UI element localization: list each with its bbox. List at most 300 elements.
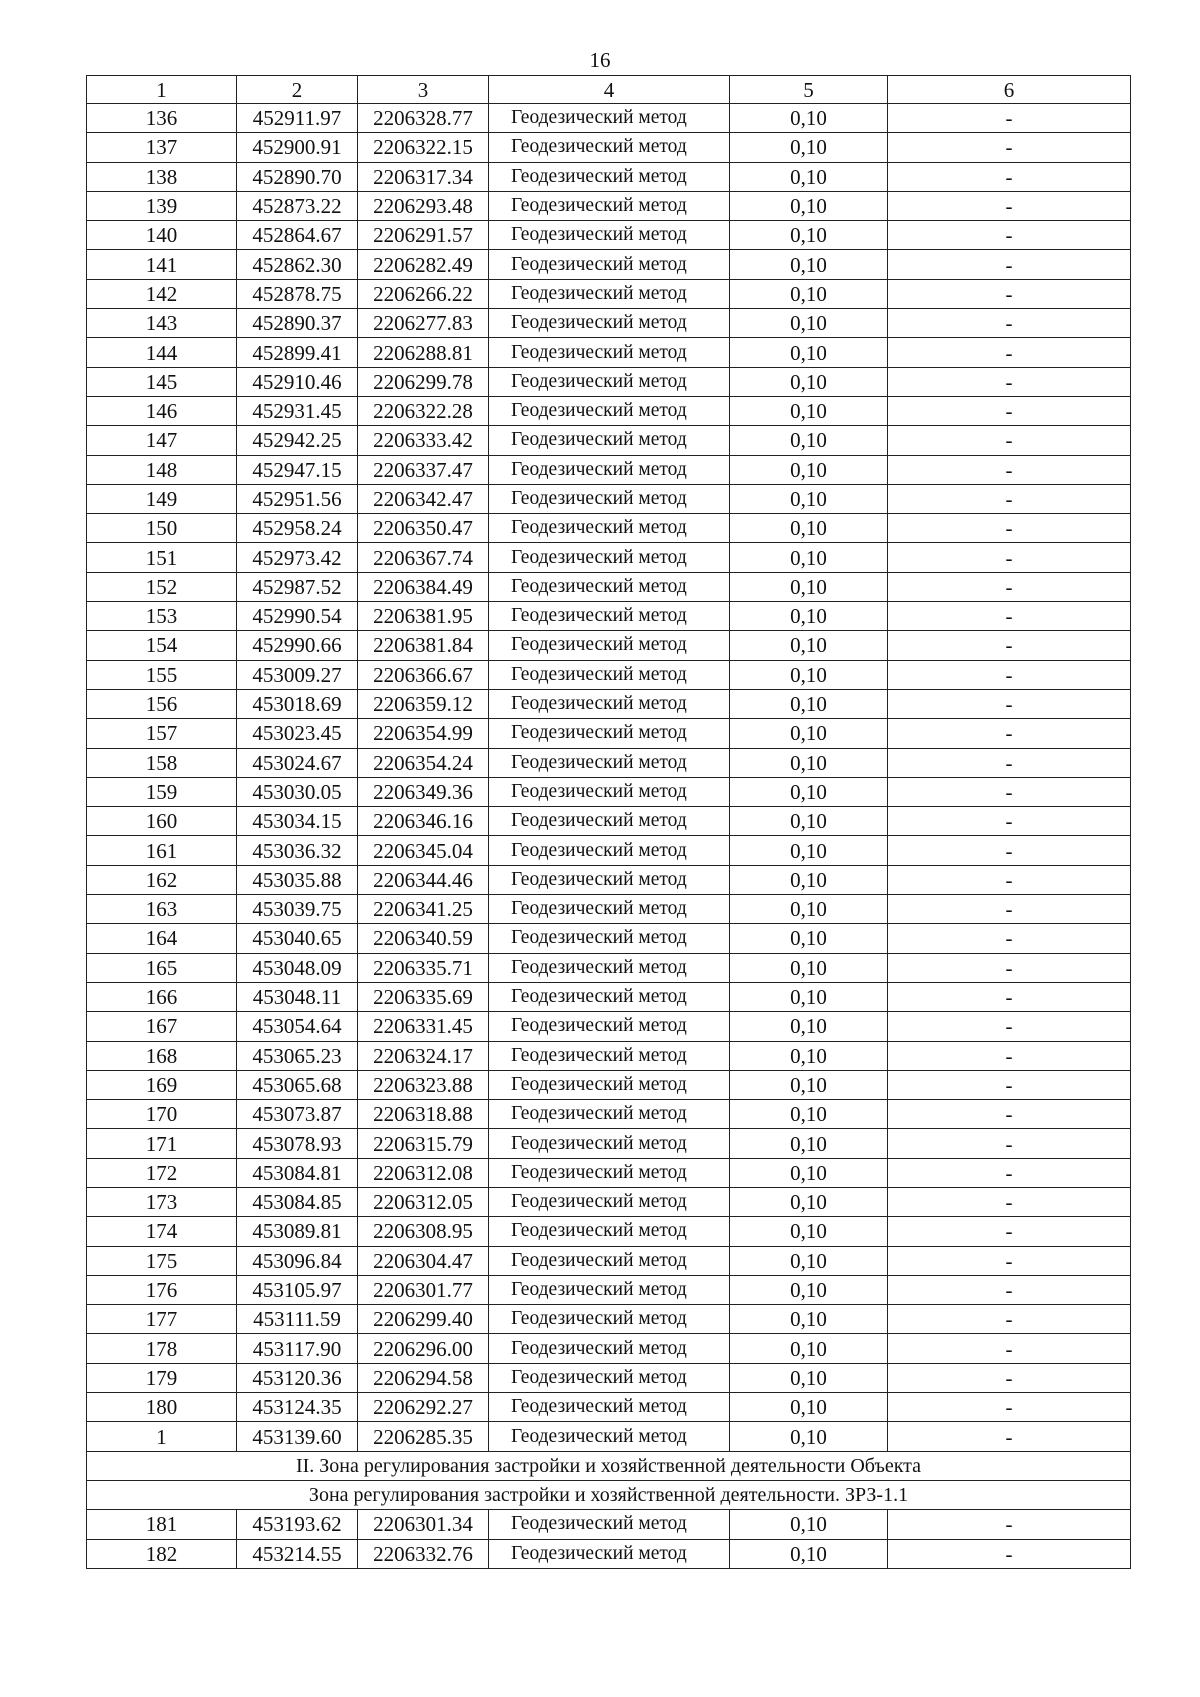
note-cell: - bbox=[888, 953, 1131, 982]
note-cell: - bbox=[888, 279, 1131, 308]
method-cell: Геодезический метод bbox=[489, 807, 730, 836]
accuracy-cell: 0,10 bbox=[730, 250, 888, 279]
point-number-cell: 172 bbox=[87, 1158, 237, 1187]
x-coordinate-cell: 453009.27 bbox=[237, 660, 358, 689]
table-row bbox=[87, 221, 1131, 250]
table-row bbox=[87, 1100, 1131, 1129]
x-coordinate-cell: 452864.67 bbox=[237, 221, 358, 250]
y-coordinate-cell: 2206323.88 bbox=[358, 1070, 489, 1099]
point-number-cell: 142 bbox=[87, 279, 237, 308]
table-row bbox=[87, 1070, 1131, 1099]
method-cell: Геодезический метод bbox=[489, 1305, 730, 1334]
note-cell: - bbox=[888, 1510, 1131, 1539]
column-header: 6 bbox=[888, 76, 1131, 104]
y-coordinate-cell: 2206294.58 bbox=[358, 1363, 489, 1392]
note-cell: - bbox=[888, 514, 1131, 543]
y-coordinate-cell: 2206299.78 bbox=[358, 367, 489, 396]
y-coordinate-cell: 2206335.71 bbox=[358, 953, 489, 982]
note-cell: - bbox=[888, 1012, 1131, 1041]
table-row bbox=[87, 1363, 1131, 1392]
accuracy-cell: 0,10 bbox=[730, 1070, 888, 1099]
accuracy-cell: 0,10 bbox=[730, 660, 888, 689]
accuracy-cell: 0,10 bbox=[730, 455, 888, 484]
point-number-cell: 180 bbox=[87, 1393, 237, 1422]
note-cell: - bbox=[888, 1070, 1131, 1099]
note-cell: - bbox=[888, 1422, 1131, 1451]
method-cell: Геодезический метод bbox=[489, 836, 730, 865]
note-cell: - bbox=[888, 367, 1131, 396]
x-coordinate-cell: 453035.88 bbox=[237, 865, 358, 894]
method-cell: Геодезический метод bbox=[489, 1422, 730, 1451]
x-coordinate-cell: 453084.81 bbox=[237, 1158, 358, 1187]
x-coordinate-cell: 453030.05 bbox=[237, 777, 358, 806]
method-cell: Геодезический метод bbox=[489, 279, 730, 308]
x-coordinate-cell: 453078.93 bbox=[237, 1129, 358, 1158]
method-cell: Геодезический метод bbox=[489, 1100, 730, 1129]
table-row bbox=[87, 191, 1131, 220]
x-coordinate-cell: 453084.85 bbox=[237, 1187, 358, 1216]
accuracy-cell: 0,10 bbox=[730, 1422, 888, 1451]
table-row bbox=[87, 807, 1131, 836]
point-number-cell: 174 bbox=[87, 1217, 237, 1246]
method-cell: Геодезический метод bbox=[489, 748, 730, 777]
method-cell: Геодезический метод bbox=[489, 484, 730, 513]
accuracy-cell: 0,10 bbox=[730, 1129, 888, 1158]
table-row bbox=[87, 1510, 1131, 1539]
x-coordinate-cell: 452900.91 bbox=[237, 133, 358, 162]
accuracy-cell: 0,10 bbox=[730, 865, 888, 894]
method-cell: Геодезический метод bbox=[489, 660, 730, 689]
method-cell: Геодезический метод bbox=[489, 602, 730, 631]
table-row bbox=[87, 1539, 1131, 1568]
note-cell: - bbox=[888, 660, 1131, 689]
table-row bbox=[87, 777, 1131, 806]
method-cell: Геодезический метод bbox=[489, 689, 730, 718]
point-number-cell: 150 bbox=[87, 514, 237, 543]
point-number-cell: 167 bbox=[87, 1012, 237, 1041]
point-number-cell: 158 bbox=[87, 748, 237, 777]
accuracy-cell: 0,10 bbox=[730, 953, 888, 982]
table-row bbox=[87, 1422, 1131, 1451]
x-coordinate-cell: 452862.30 bbox=[237, 250, 358, 279]
column-header: 5 bbox=[730, 76, 888, 104]
subsection-heading-row bbox=[87, 1480, 1131, 1509]
method-cell: Геодезический метод bbox=[489, 982, 730, 1011]
point-number-cell: 165 bbox=[87, 953, 237, 982]
point-number-cell: 182 bbox=[87, 1539, 237, 1568]
x-coordinate-cell: 452890.70 bbox=[237, 162, 358, 191]
note-cell: - bbox=[888, 865, 1131, 894]
y-coordinate-cell: 2206293.48 bbox=[358, 191, 489, 220]
method-cell: Геодезический метод bbox=[489, 631, 730, 660]
x-coordinate-cell: 453065.68 bbox=[237, 1070, 358, 1099]
y-coordinate-cell: 2206332.76 bbox=[358, 1539, 489, 1568]
y-coordinate-cell: 2206345.04 bbox=[358, 836, 489, 865]
method-cell: Геодезический метод bbox=[489, 250, 730, 279]
y-coordinate-cell: 2206266.22 bbox=[358, 279, 489, 308]
table-row bbox=[87, 719, 1131, 748]
accuracy-cell: 0,10 bbox=[730, 1363, 888, 1392]
x-coordinate-cell: 452990.66 bbox=[237, 631, 358, 660]
x-coordinate-cell: 453054.64 bbox=[237, 1012, 358, 1041]
y-coordinate-cell: 2206299.40 bbox=[358, 1305, 489, 1334]
method-cell: Геодезический метод bbox=[489, 777, 730, 806]
table-row bbox=[87, 836, 1131, 865]
accuracy-cell: 0,10 bbox=[730, 514, 888, 543]
y-coordinate-cell: 2206354.24 bbox=[358, 748, 489, 777]
x-coordinate-cell: 452990.54 bbox=[237, 602, 358, 631]
point-number-cell: 163 bbox=[87, 895, 237, 924]
x-coordinate-cell: 453036.32 bbox=[237, 836, 358, 865]
column-header: 2 bbox=[237, 76, 358, 104]
subsection-heading: Зона регулирования застройки и хозяйственной деятельности. ЗРЗ-1.1 bbox=[87, 1480, 1131, 1509]
method-cell: Геодезический метод bbox=[489, 1393, 730, 1422]
table-row bbox=[87, 338, 1131, 367]
table-row bbox=[87, 367, 1131, 396]
note-cell: - bbox=[888, 1393, 1131, 1422]
x-coordinate-cell: 452910.46 bbox=[237, 367, 358, 396]
point-number-cell: 181 bbox=[87, 1510, 237, 1539]
y-coordinate-cell: 2206341.25 bbox=[358, 895, 489, 924]
note-cell: - bbox=[888, 895, 1131, 924]
accuracy-cell: 0,10 bbox=[730, 1158, 888, 1187]
y-coordinate-cell: 2206291.57 bbox=[358, 221, 489, 250]
point-number-cell: 137 bbox=[87, 133, 237, 162]
table-row bbox=[87, 455, 1131, 484]
method-cell: Геодезический метод bbox=[489, 953, 730, 982]
point-number-cell: 179 bbox=[87, 1363, 237, 1392]
point-number-cell: 136 bbox=[87, 104, 237, 133]
note-cell: - bbox=[888, 748, 1131, 777]
point-number-cell: 159 bbox=[87, 777, 237, 806]
point-number-cell: 161 bbox=[87, 836, 237, 865]
table-row bbox=[87, 104, 1131, 133]
point-number-cell: 154 bbox=[87, 631, 237, 660]
y-coordinate-cell: 2206285.35 bbox=[358, 1422, 489, 1451]
table-row bbox=[87, 250, 1131, 279]
table-row bbox=[87, 1012, 1131, 1041]
point-number-cell: 157 bbox=[87, 719, 237, 748]
point-number-cell: 151 bbox=[87, 543, 237, 572]
method-cell: Геодезический метод bbox=[489, 514, 730, 543]
method-cell: Геодезический метод bbox=[489, 719, 730, 748]
point-number-cell: 177 bbox=[87, 1305, 237, 1334]
note-cell: - bbox=[888, 1041, 1131, 1070]
column-header: 1 bbox=[87, 76, 237, 104]
note-cell: - bbox=[888, 1305, 1131, 1334]
note-cell: - bbox=[888, 338, 1131, 367]
y-coordinate-cell: 2206346.16 bbox=[358, 807, 489, 836]
table-row bbox=[87, 514, 1131, 543]
y-coordinate-cell: 2206381.84 bbox=[358, 631, 489, 660]
y-coordinate-cell: 2206367.74 bbox=[358, 543, 489, 572]
accuracy-cell: 0,10 bbox=[730, 1275, 888, 1304]
x-coordinate-cell: 452942.25 bbox=[237, 426, 358, 455]
y-coordinate-cell: 2206312.08 bbox=[358, 1158, 489, 1187]
y-coordinate-cell: 2206292.27 bbox=[358, 1393, 489, 1422]
y-coordinate-cell: 2206296.00 bbox=[358, 1334, 489, 1363]
note-cell: - bbox=[888, 836, 1131, 865]
method-cell: Геодезический метод bbox=[489, 572, 730, 601]
x-coordinate-cell: 452899.41 bbox=[237, 338, 358, 367]
note-cell: - bbox=[888, 982, 1131, 1011]
table-row bbox=[87, 309, 1131, 338]
method-cell: Геодезический метод bbox=[489, 1363, 730, 1392]
y-coordinate-cell: 2206359.12 bbox=[358, 689, 489, 718]
accuracy-cell: 0,10 bbox=[730, 1510, 888, 1539]
y-coordinate-cell: 2206328.77 bbox=[358, 104, 489, 133]
y-coordinate-cell: 2206354.99 bbox=[358, 719, 489, 748]
y-coordinate-cell: 2206322.15 bbox=[358, 133, 489, 162]
table-row bbox=[87, 1041, 1131, 1070]
note-cell: - bbox=[888, 309, 1131, 338]
note-cell: - bbox=[888, 631, 1131, 660]
y-coordinate-cell: 2206315.79 bbox=[358, 1129, 489, 1158]
method-cell: Геодезический метод bbox=[489, 1070, 730, 1099]
table-row bbox=[87, 1275, 1131, 1304]
x-coordinate-cell: 453023.45 bbox=[237, 719, 358, 748]
note-cell: - bbox=[888, 221, 1131, 250]
table-row bbox=[87, 1217, 1131, 1246]
note-cell: - bbox=[888, 162, 1131, 191]
table-row bbox=[87, 396, 1131, 425]
accuracy-cell: 0,10 bbox=[730, 1012, 888, 1041]
point-number-cell: 155 bbox=[87, 660, 237, 689]
method-cell: Геодезический метод bbox=[489, 1012, 730, 1041]
note-cell: - bbox=[888, 1275, 1131, 1304]
accuracy-cell: 0,10 bbox=[730, 807, 888, 836]
coordinates-table-body bbox=[87, 76, 1131, 1569]
page-number: 16 bbox=[589, 48, 611, 72]
y-coordinate-cell: 2206337.47 bbox=[358, 455, 489, 484]
table-row bbox=[87, 660, 1131, 689]
accuracy-cell: 0,10 bbox=[730, 748, 888, 777]
accuracy-cell: 0,10 bbox=[730, 133, 888, 162]
column-header: 4 bbox=[489, 76, 730, 104]
point-number-cell: 176 bbox=[87, 1275, 237, 1304]
y-coordinate-cell: 2206366.67 bbox=[358, 660, 489, 689]
point-number-cell: 169 bbox=[87, 1070, 237, 1099]
y-coordinate-cell: 2206335.69 bbox=[358, 982, 489, 1011]
y-coordinate-cell: 2206288.81 bbox=[358, 338, 489, 367]
accuracy-cell: 0,10 bbox=[730, 543, 888, 572]
x-coordinate-cell: 452987.52 bbox=[237, 572, 358, 601]
y-coordinate-cell: 2206344.46 bbox=[358, 865, 489, 894]
method-cell: Геодезический метод bbox=[489, 865, 730, 894]
x-coordinate-cell: 453139.60 bbox=[237, 1422, 358, 1451]
accuracy-cell: 0,10 bbox=[730, 104, 888, 133]
table-row bbox=[87, 1305, 1131, 1334]
point-number-cell: 164 bbox=[87, 924, 237, 953]
accuracy-cell: 0,10 bbox=[730, 1334, 888, 1363]
y-coordinate-cell: 2206301.34 bbox=[358, 1510, 489, 1539]
accuracy-cell: 0,10 bbox=[730, 367, 888, 396]
table-row bbox=[87, 572, 1131, 601]
note-cell: - bbox=[888, 1129, 1131, 1158]
y-coordinate-cell: 2206333.42 bbox=[358, 426, 489, 455]
point-number-cell: 146 bbox=[87, 396, 237, 425]
note-cell: - bbox=[888, 719, 1131, 748]
table-row bbox=[87, 162, 1131, 191]
point-number-cell: 148 bbox=[87, 455, 237, 484]
accuracy-cell: 0,10 bbox=[730, 924, 888, 953]
y-coordinate-cell: 2206324.17 bbox=[358, 1041, 489, 1070]
method-cell: Геодезический метод bbox=[489, 1275, 730, 1304]
point-number-cell: 140 bbox=[87, 221, 237, 250]
point-number-cell: 147 bbox=[87, 426, 237, 455]
x-coordinate-cell: 452958.24 bbox=[237, 514, 358, 543]
y-coordinate-cell: 2206331.45 bbox=[358, 1012, 489, 1041]
x-coordinate-cell: 453018.69 bbox=[237, 689, 358, 718]
accuracy-cell: 0,10 bbox=[730, 279, 888, 308]
note-cell: - bbox=[888, 1539, 1131, 1568]
note-cell: - bbox=[888, 602, 1131, 631]
note-cell: - bbox=[888, 1187, 1131, 1216]
point-number-cell: 1 bbox=[87, 1422, 237, 1451]
method-cell: Геодезический метод bbox=[489, 338, 730, 367]
table-row bbox=[87, 1393, 1131, 1422]
x-coordinate-cell: 453048.11 bbox=[237, 982, 358, 1011]
x-coordinate-cell: 453073.87 bbox=[237, 1100, 358, 1129]
note-cell: - bbox=[888, 572, 1131, 601]
x-coordinate-cell: 452878.75 bbox=[237, 279, 358, 308]
point-number-cell: 178 bbox=[87, 1334, 237, 1363]
table-row bbox=[87, 602, 1131, 631]
table-header-row bbox=[87, 76, 1131, 104]
method-cell: Геодезический метод bbox=[489, 895, 730, 924]
accuracy-cell: 0,10 bbox=[730, 1305, 888, 1334]
note-cell: - bbox=[888, 1217, 1131, 1246]
accuracy-cell: 0,10 bbox=[730, 221, 888, 250]
column-header: 3 bbox=[358, 76, 489, 104]
x-coordinate-cell: 452873.22 bbox=[237, 191, 358, 220]
accuracy-cell: 0,10 bbox=[730, 309, 888, 338]
x-coordinate-cell: 452890.37 bbox=[237, 309, 358, 338]
y-coordinate-cell: 2206282.49 bbox=[358, 250, 489, 279]
accuracy-cell: 0,10 bbox=[730, 689, 888, 718]
x-coordinate-cell: 453117.90 bbox=[237, 1334, 358, 1363]
y-coordinate-cell: 2206349.36 bbox=[358, 777, 489, 806]
x-coordinate-cell: 453040.65 bbox=[237, 924, 358, 953]
accuracy-cell: 0,10 bbox=[730, 719, 888, 748]
accuracy-cell: 0,10 bbox=[730, 338, 888, 367]
method-cell: Геодезический метод bbox=[489, 191, 730, 220]
point-number-cell: 153 bbox=[87, 602, 237, 631]
point-number-cell: 152 bbox=[87, 572, 237, 601]
y-coordinate-cell: 2206322.28 bbox=[358, 396, 489, 425]
table-row bbox=[87, 953, 1131, 982]
method-cell: Геодезический метод bbox=[489, 1510, 730, 1539]
accuracy-cell: 0,10 bbox=[730, 1187, 888, 1216]
section-heading: II. Зона регулирования застройки и хозяйственной деятельности Объекта bbox=[87, 1451, 1131, 1480]
accuracy-cell: 0,10 bbox=[730, 162, 888, 191]
coordinates-table bbox=[86, 75, 1131, 1569]
point-number-cell: 139 bbox=[87, 191, 237, 220]
point-number-cell: 170 bbox=[87, 1100, 237, 1129]
method-cell: Геодезический метод bbox=[489, 1246, 730, 1275]
note-cell: - bbox=[888, 133, 1131, 162]
accuracy-cell: 0,10 bbox=[730, 602, 888, 631]
method-cell: Геодезический метод bbox=[489, 1041, 730, 1070]
y-coordinate-cell: 2206342.47 bbox=[358, 484, 489, 513]
x-coordinate-cell: 452973.42 bbox=[237, 543, 358, 572]
x-coordinate-cell: 453089.81 bbox=[237, 1217, 358, 1246]
accuracy-cell: 0,10 bbox=[730, 1246, 888, 1275]
point-number-cell: 171 bbox=[87, 1129, 237, 1158]
note-cell: - bbox=[888, 1246, 1131, 1275]
y-coordinate-cell: 2206312.05 bbox=[358, 1187, 489, 1216]
point-number-cell: 143 bbox=[87, 309, 237, 338]
note-cell: - bbox=[888, 689, 1131, 718]
accuracy-cell: 0,10 bbox=[730, 191, 888, 220]
table-row bbox=[87, 895, 1131, 924]
table-row bbox=[87, 1129, 1131, 1158]
point-number-cell: 156 bbox=[87, 689, 237, 718]
accuracy-cell: 0,10 bbox=[730, 631, 888, 660]
method-cell: Геодезический метод bbox=[489, 924, 730, 953]
note-cell: - bbox=[888, 484, 1131, 513]
note-cell: - bbox=[888, 1158, 1131, 1187]
note-cell: - bbox=[888, 396, 1131, 425]
x-coordinate-cell: 452951.56 bbox=[237, 484, 358, 513]
point-number-cell: 141 bbox=[87, 250, 237, 279]
table-row bbox=[87, 924, 1131, 953]
table-row bbox=[87, 426, 1131, 455]
y-coordinate-cell: 2206318.88 bbox=[358, 1100, 489, 1129]
x-coordinate-cell: 452931.45 bbox=[237, 396, 358, 425]
method-cell: Геодезический метод bbox=[489, 426, 730, 455]
x-coordinate-cell: 453065.23 bbox=[237, 1041, 358, 1070]
table-row bbox=[87, 631, 1131, 660]
note-cell: - bbox=[888, 1363, 1131, 1392]
accuracy-cell: 0,10 bbox=[730, 982, 888, 1011]
x-coordinate-cell: 453039.75 bbox=[237, 895, 358, 924]
note-cell: - bbox=[888, 777, 1131, 806]
accuracy-cell: 0,10 bbox=[730, 396, 888, 425]
accuracy-cell: 0,10 bbox=[730, 1041, 888, 1070]
method-cell: Геодезический метод bbox=[489, 1217, 730, 1246]
accuracy-cell: 0,10 bbox=[730, 895, 888, 924]
accuracy-cell: 0,10 bbox=[730, 1100, 888, 1129]
method-cell: Геодезический метод bbox=[489, 133, 730, 162]
note-cell: - bbox=[888, 426, 1131, 455]
note-cell: - bbox=[888, 104, 1131, 133]
table-row bbox=[87, 133, 1131, 162]
accuracy-cell: 0,10 bbox=[730, 426, 888, 455]
x-coordinate-cell: 453096.84 bbox=[237, 1246, 358, 1275]
table-row bbox=[87, 1187, 1131, 1216]
point-number-cell: 173 bbox=[87, 1187, 237, 1216]
point-number-cell: 175 bbox=[87, 1246, 237, 1275]
method-cell: Геодезический метод bbox=[489, 1539, 730, 1568]
table-row bbox=[87, 748, 1131, 777]
table-row bbox=[87, 279, 1131, 308]
table-row bbox=[87, 1246, 1131, 1275]
accuracy-cell: 0,10 bbox=[730, 484, 888, 513]
y-coordinate-cell: 2206308.95 bbox=[358, 1217, 489, 1246]
note-cell: - bbox=[888, 455, 1131, 484]
point-number-cell: 138 bbox=[87, 162, 237, 191]
note-cell: - bbox=[888, 1334, 1131, 1363]
x-coordinate-cell: 453214.55 bbox=[237, 1539, 358, 1568]
method-cell: Геодезический метод bbox=[489, 221, 730, 250]
method-cell: Геодезический метод bbox=[489, 1334, 730, 1363]
method-cell: Геодезический метод bbox=[489, 455, 730, 484]
x-coordinate-cell: 453111.59 bbox=[237, 1305, 358, 1334]
accuracy-cell: 0,10 bbox=[730, 1539, 888, 1568]
point-number-cell: 144 bbox=[87, 338, 237, 367]
table-row bbox=[87, 1334, 1131, 1363]
